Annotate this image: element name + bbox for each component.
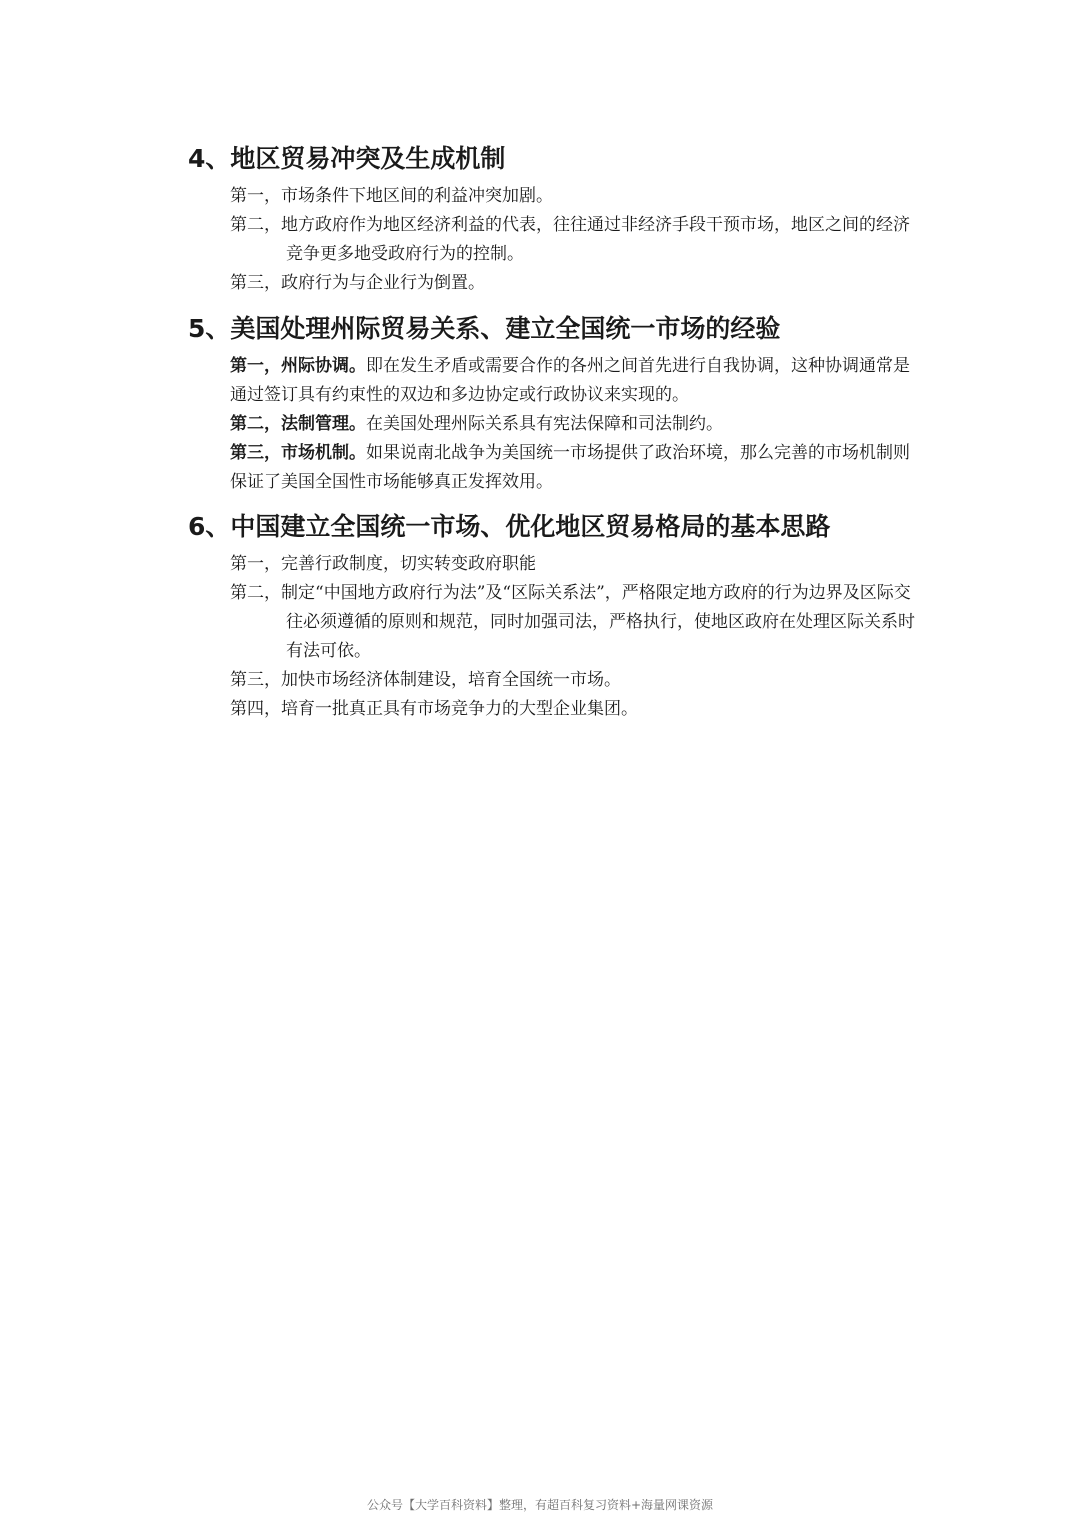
section-heading: 4、地区贸易冲突及生成机制 xyxy=(188,144,506,173)
list-item: 第一，市场条件下地区间的利益冲突加剧。 xyxy=(230,186,553,206)
item-list xyxy=(188,352,918,497)
item-text: 如果说南北战争为美国统一市场提供了政治环境，那么完善的市场机制则保证了美国全国性市场能够真正发挥效用。 xyxy=(230,443,910,492)
list-item: 第四，培育一批真正具有市场竞争力的大型企业集团。 xyxy=(230,699,638,719)
list-item xyxy=(188,352,918,410)
section-heading: 5、美国处理州际贸易关系、建立全国统一市场的经验 xyxy=(188,314,781,343)
list-item: 第一，完善行政制度，切实转变政府职能 xyxy=(230,554,536,574)
item-text: 即在发生矛盾或需要合作的各州之间首先进行自我协调，这种协调通常是通过签订具有约束性的双边和多边协定或行政协议来实现的。 xyxy=(230,356,910,405)
section-heading: 6、中国建立全国统一市场、优化地区贸易格局的基本思路 xyxy=(188,512,831,541)
list-item: 第三，加快市场经济体制建设，培育全国统一市场。 xyxy=(230,670,621,690)
item-list xyxy=(188,550,918,724)
item-list xyxy=(188,182,918,298)
page-footer: 公众号【大学百科资料】整理，有超百科复习资料+海量网课资源 xyxy=(366,1498,714,1512)
list-item xyxy=(188,410,918,439)
item-lead: 第二，法制管理。 xyxy=(230,414,366,434)
section-6 xyxy=(188,510,918,724)
list-item: 第二，制定“中国地方政府行为法”及“区际关系法”，严格限定地方政府的行为边界及区际交往必须遵循的原则和规范，同时加强司法，严格执行，使地区政府在处理区际关系时有法可依。 xyxy=(230,583,915,661)
list-item: 第三，政府行为与企业行为倒置。 xyxy=(230,273,485,293)
item-text: 在美国处理州际关系具有宪法保障和司法制约。 xyxy=(366,414,723,434)
section-5 xyxy=(188,312,918,497)
item-lead: 第一，州际协调。 xyxy=(230,356,366,376)
list-item xyxy=(188,439,918,497)
section-4 xyxy=(188,142,918,298)
item-lead: 第三，市场机制。 xyxy=(230,443,366,463)
list-item: 第二，地方政府作为地区经济利益的代表，往往通过非经济手段干预市场，地区之间的经济竞争更多地受政府行为的控制。 xyxy=(230,215,910,264)
